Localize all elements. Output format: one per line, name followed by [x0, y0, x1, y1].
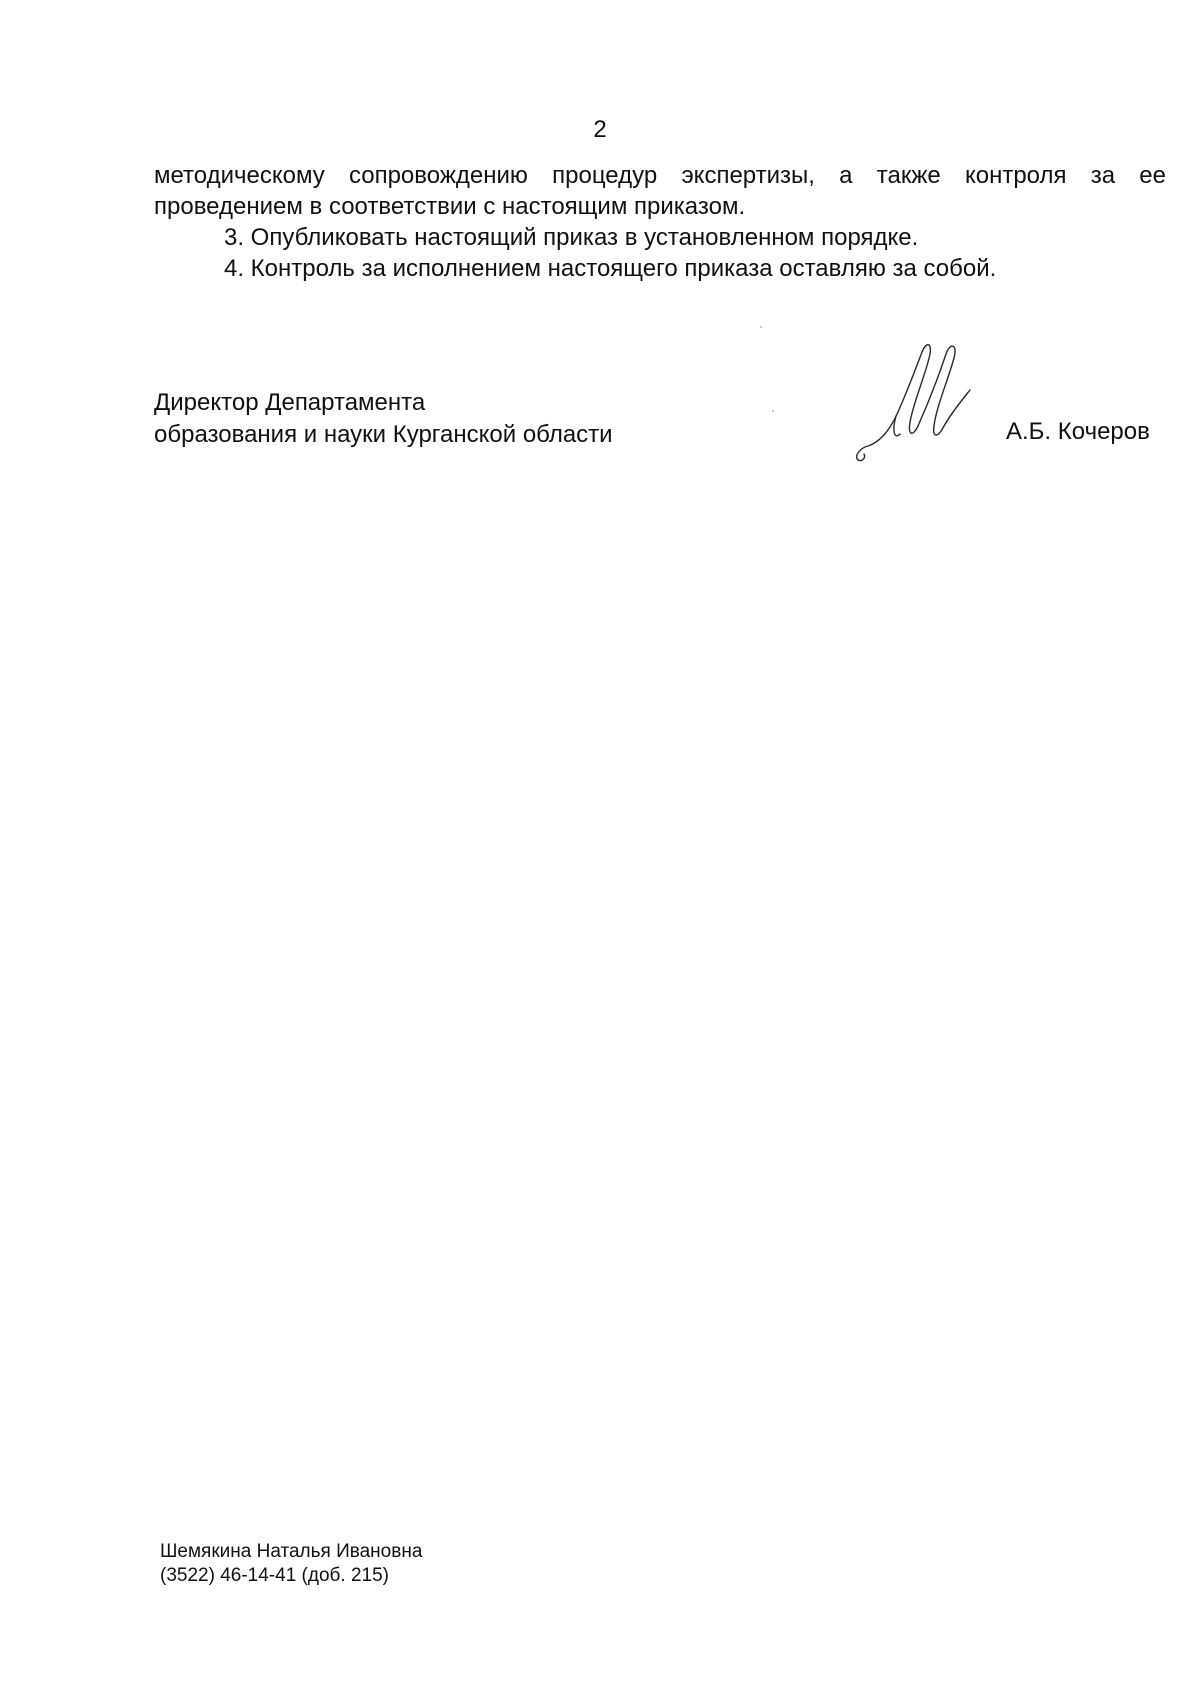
paragraph-item-3: 3. Опубликовать настоящий приказ в установленном порядке.	[224, 224, 919, 251]
continuation-paragraph	[154, 160, 1166, 222]
paragraph-item-4: 4. Контроль за исполнением настоящего приказа оставляю за собой.	[224, 255, 997, 282]
position-line-1: Директор Департамента	[154, 389, 426, 416]
executor-phone: (3522) 46-14-41 (доб. 215)	[160, 1565, 389, 1586]
document-body	[154, 160, 1166, 284]
signatory-position	[154, 387, 613, 451]
signer-name: А.Б. Кочеров	[1006, 418, 1150, 445]
executor-contact	[160, 1540, 422, 1588]
page-number: 2	[593, 116, 607, 143]
handwritten-signature	[850, 338, 1000, 468]
position-line-2: образования и науки Курганской области	[154, 421, 613, 448]
scan-speck	[772, 410, 774, 412]
executor-name: Шемякина Наталья Ивановна	[160, 1541, 423, 1562]
scan-speck	[760, 326, 762, 328]
continuation-line-2: проведением в соответствии с настоящим приказом.	[154, 193, 746, 220]
continuation-line-1: методическому сопровождению процедур экспертизы, а также контроля за ее	[154, 162, 1166, 189]
